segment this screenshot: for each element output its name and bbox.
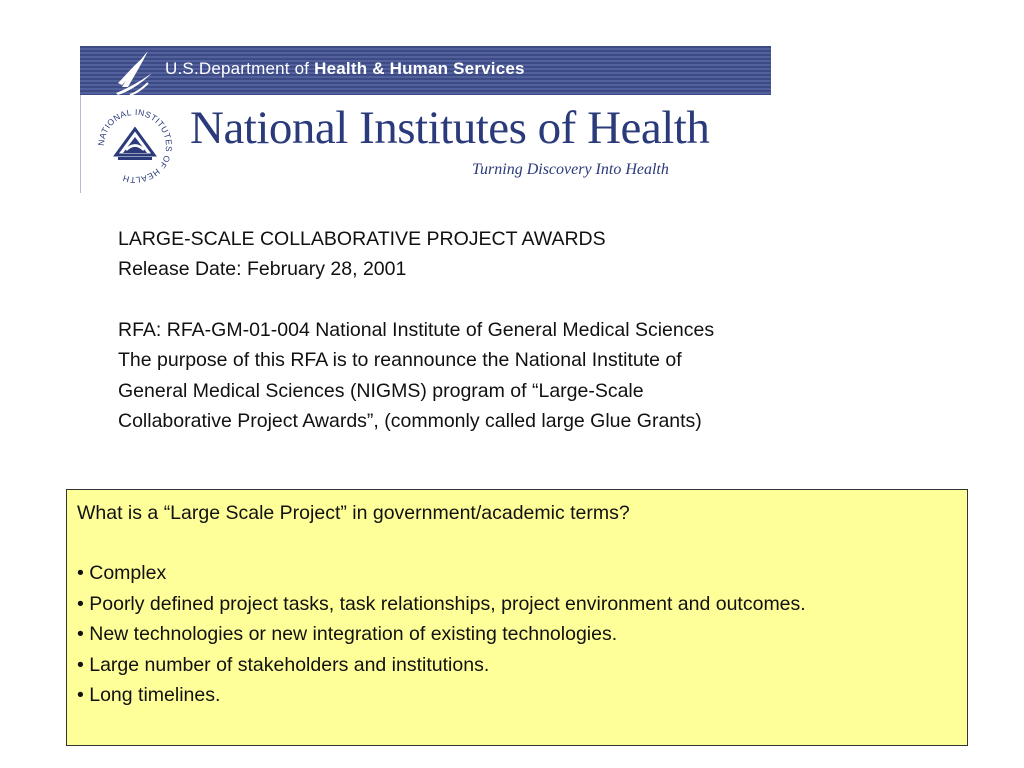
bullet-item: • Complex	[77, 562, 167, 585]
hhs-eagle-logo-icon	[108, 43, 164, 99]
purpose-line: The purpose of this RFA is to reannounce the National Institute of	[118, 349, 682, 372]
nih-banner	[80, 43, 771, 193]
callout-question: What is a “Large Scale Project” in government/academic terms?	[77, 502, 630, 524]
purpose-line: Collaborative Project Awards”, (commonly called large Glue Grants)	[118, 410, 702, 433]
large-scale-project-callout	[66, 489, 968, 746]
spacer	[77, 528, 957, 558]
bullet-item: • Large number of stakeholders and institutions.	[77, 653, 490, 676]
bullet-item: • Long timelines.	[77, 684, 221, 707]
spacer	[118, 285, 858, 315]
bullet-item: • New technologies or new integration of existing technologies.	[77, 623, 618, 646]
purpose-line: General Medical Sciences (NIGMS) program of “Large-Scale	[118, 379, 644, 402]
banner-left-rule	[80, 95, 81, 193]
nih-building-icon	[116, 129, 154, 160]
nih-title: National Institutes of Health	[190, 102, 710, 154]
nih-seal-logo	[92, 103, 178, 189]
notice-title: LARGE-SCALE COLLABORATIVE PROJECT AWARDS	[118, 228, 606, 250]
release-date: Release Date: February 28, 2001	[118, 258, 407, 281]
seal-text: NATIONAL INSTITUTES OF HEALTH	[95, 106, 175, 186]
bullet-item: • Poorly defined project tasks, task relationships, project environment and outcomes.	[77, 592, 806, 615]
callout-bullet-list	[77, 558, 957, 710]
hhs-department-name	[165, 59, 525, 79]
hhs-prefix: U.S.Department of	[165, 59, 310, 78]
rfa-line: RFA: RFA-GM-01-004 National Institute of General Medical Sciences	[118, 318, 715, 341]
hhs-bold-name: Health & Human Services	[314, 59, 525, 78]
nih-tagline: Turning Discovery Into Health	[472, 161, 669, 178]
rfa-notice	[118, 224, 858, 436]
